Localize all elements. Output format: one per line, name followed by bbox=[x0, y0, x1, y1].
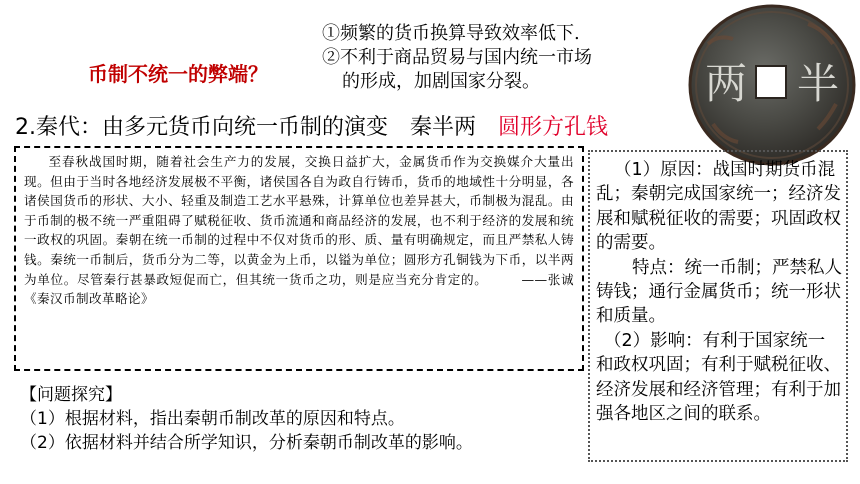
material-body: 至春秋战国时期，随着社会生产力的发展，交换日益扩大，金属货币作为交换媒介大量出现。但由于当时各地经济发展极不平衡，诸侯国各自为政自行铸币，货币的地域性十分明显，各诸侯国货币的形状、大小、轻重及制造工艺水平悬殊，计算单位也差异甚大，币制极为混乱。由于币制的极不统一严重阻碍了赋税征收、货币流通和商品经济的发展，也不利于经济的发展和统一政权的巩固。秦朝在统一币制的过程中不仅对货币的形、质、量有明确规定，而且严禁私人铸钱。秦统一币制后，货币分为二等，以黄金为上币，以镒为单位；圆形方孔铜钱为下币，以半两为单位。尽管秦行甚暴政短促而亡，但其统一货币之功，则是应当充分肯定的。 bbox=[24, 154, 574, 287]
section-title bbox=[15, 110, 608, 141]
inquiry-section bbox=[20, 383, 473, 455]
question-heading: 币制不统一的弊端？ bbox=[88, 62, 268, 86]
answer-impact: （2）影响：有利于国家统一和政权巩固；有利于赋税征收、经济发展和经济管理；有利于加强各地区之间的联系。 bbox=[596, 330, 841, 425]
section-title-main: 2.秦代：由多元货币向统一币制的演变 秦半两 bbox=[15, 115, 498, 140]
source-material-box bbox=[14, 146, 584, 371]
drawback-item-2: ②不利于商品贸易与国内统一市场 bbox=[322, 47, 592, 68]
drawback-item-1: ①频繁的货币换算导致效率低下. bbox=[322, 23, 580, 44]
inquiry-question-1: （1）根据材料，指出秦朝币制改革的原因和特点。 bbox=[20, 409, 405, 429]
material-citation: ——张诚《秦汉币制改革略论》 bbox=[24, 271, 575, 307]
answer-box bbox=[588, 150, 848, 462]
drawbacks-list bbox=[322, 22, 722, 94]
inquiry-question-2: （2）依据材料并结合所学知识，分析秦朝币制改革的影响。 bbox=[20, 433, 473, 453]
section-title-highlight: 圆形方孔钱 bbox=[498, 115, 609, 140]
coin-glyph-left: 两 bbox=[704, 59, 748, 108]
source-material-text bbox=[24, 152, 574, 309]
drawback-item-2-continued: 的形成，加剧国家分裂。 bbox=[342, 71, 540, 92]
inquiry-heading: 【问题探究】 bbox=[20, 385, 122, 405]
coin-glyph-right: 半 bbox=[796, 59, 840, 108]
ban-liang-coin-image bbox=[688, 4, 856, 166]
answer-features: 特点：统一币制；严禁私人铸钱；通行金属货币；统一形状和质量。 bbox=[596, 257, 842, 327]
answer-cause: （1）原因：战国时期货币混乱；秦朝完成国家统一；经济发展和赋税征收的需要；巩固政权的需要。 bbox=[596, 160, 841, 254]
